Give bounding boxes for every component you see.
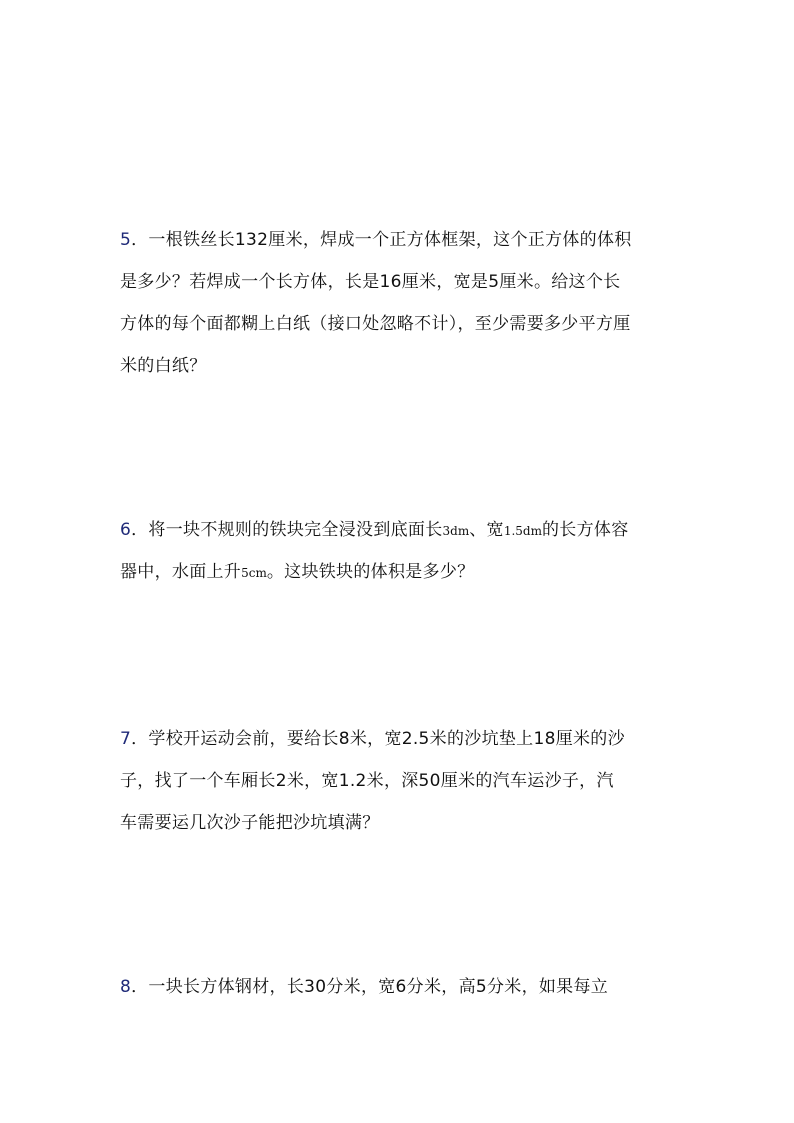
problem-5-line-1	[120, 228, 632, 252]
problem-text: ．将一块不规则的铁块完全浸没到底面长	[131, 520, 443, 540]
problem-5-line-4: 米的白纸？	[120, 356, 207, 376]
problem-text: 的长方体容	[542, 520, 629, 540]
problem-number: 6	[120, 520, 132, 540]
unit-value: 3dm	[442, 524, 470, 538]
problem-5-line-3: 方体的每个面都糊上白纸（接口处忽略不计），至少需要多少平方厘	[120, 314, 631, 334]
problem-7-line-1	[120, 727, 625, 751]
problem-6-line-1	[120, 518, 629, 543]
problem-6-line-2	[120, 560, 474, 585]
problem-8-line-1	[120, 975, 608, 999]
problem-text: ．一块长方体钢材，长30分米，宽6分米，高5分米，如果每立	[131, 977, 609, 997]
problem-7-line-3: 车需要运几次沙子能把沙坑填满？	[120, 813, 380, 833]
problem-number: 7	[120, 729, 132, 749]
problem-number: 8	[120, 977, 132, 997]
problem-text: 、宽	[469, 520, 504, 540]
problem-7-line-2: 子，找了一个车厢长2米，宽1.2米，深50厘米的汽车运沙子，汽	[120, 771, 614, 791]
problem-text: ．一根铁丝长132厘米，焊成一个正方体框架，这个正方体的体积	[131, 230, 632, 250]
problem-text: 器中，水面上升	[120, 562, 242, 582]
unit-value: 1.5dm	[503, 524, 542, 538]
problem-text: 。这块铁块的体积是多少？	[266, 562, 475, 582]
problem-5-line-2: 是多少？若焊成一个长方体，长是16厘米，宽是5厘米。给这个长	[120, 272, 621, 292]
problem-number: 5	[120, 230, 132, 250]
unit-value: 5cm	[241, 566, 267, 580]
problem-text: ．学校开运动会前，要给长8米，宽2.5米的沙坑垫上18厘米的沙	[131, 729, 625, 749]
